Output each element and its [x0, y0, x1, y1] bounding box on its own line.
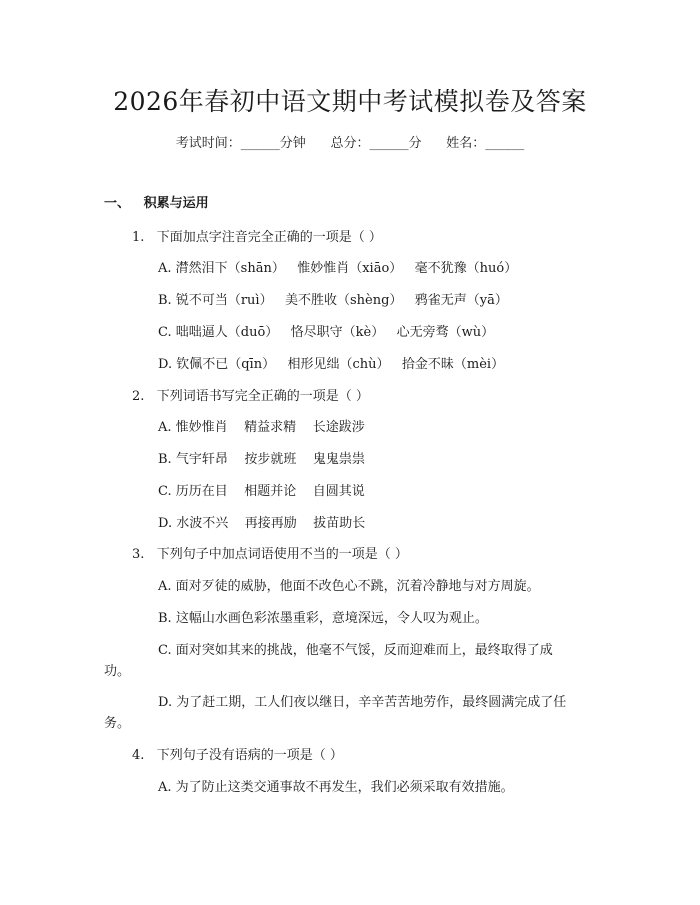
question-3-option-c: C. 面对突如其来的挑战，他毫不气馁，反而迎难而上，最终取得了成: [158, 643, 553, 658]
question-3-option-c-continued: 功。: [104, 664, 131, 679]
question-2-option-c: C. 历历在目 相题并论 自圆其说: [158, 484, 365, 499]
question-1-option-d: D. 钦佩不已（qīn） 相形见绌（chù） 拾金不昧（mèi）: [158, 357, 505, 372]
question-2-stem: 2. 下列词语书写完全正确的一项是（ ）: [132, 389, 369, 404]
question-1-option-c: C. 咄咄逼人（duō） 恪尽职守（kè） 心无旁骛（wù）: [158, 325, 495, 340]
question-3-option-b: B. 这幅山水画色彩浓墨重彩，意境深远，令人叹为观止。: [158, 611, 488, 626]
question-2-option-a: A. 惟妙惟肖 精益求精 长途跋涉: [158, 420, 365, 435]
question-4-stem: 4. 下列句子没有语病的一项是（ ）: [132, 748, 343, 763]
question-1-option-a: A. 潸然泪下（shān） 惟妙惟肖（xiāo） 毫不犹豫（huó）: [158, 261, 518, 276]
question-3-stem: 3. 下列句子中加点词语使用不当的一项是（ ）: [132, 547, 408, 562]
question-2-option-b: B. 气宇轩昂 按步就班 鬼鬼祟祟: [158, 452, 365, 467]
page-title: 2026年春初中语文期中考试模拟卷及答案: [113, 87, 587, 116]
question-1-stem: 1. 下面加点字注音完全正确的一项是（ ）: [132, 230, 382, 245]
question-3-option-a: A. 面对歹徒的威胁，他面不改色心不跳，沉着冷静地与对方周旋。: [158, 579, 540, 594]
exam-info-line: 考试时间：______分钟 总分：______分 姓名：______: [175, 136, 525, 151]
question-3-option-d: D. 为了赶工期，工人们夜以继日，辛辛苦苦地劳作，最终圆满完成了任: [158, 695, 567, 710]
question-1-option-b: B. 锐不可当（ruì） 美不胜收（shèng） 鸦雀无声（yā）: [158, 293, 508, 308]
question-4-option-a: A. 为了防止这类交通事故不再发生，我们必须采取有效措施。: [158, 780, 514, 795]
section-heading: 一、 积累与运用: [104, 196, 209, 211]
question-2-option-d: D. 水波不兴 再接再励 拔苗助长: [158, 516, 366, 531]
question-3-option-d-continued: 务。: [104, 716, 131, 731]
